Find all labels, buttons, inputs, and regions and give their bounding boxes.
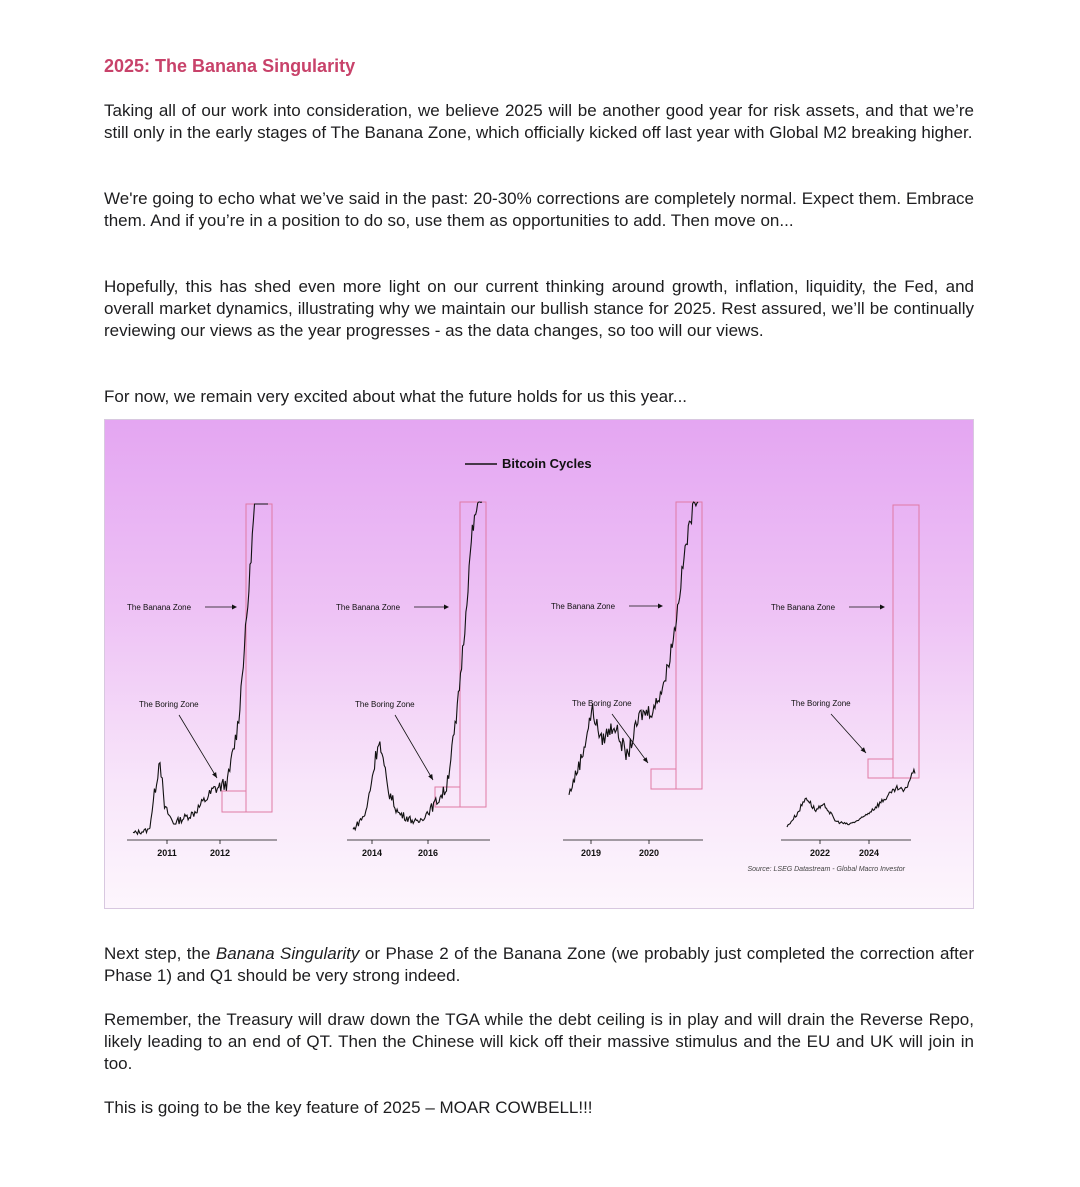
paragraph-outlook: Taking all of our work into consideration, we believe 2025 will be another good year for risk assets, and that we’re still only in the early stages of The Banana Zone, which officially kicked off last year with Global M2 breaking higher. bbox=[104, 101, 974, 142]
boring-zone-arrowhead bbox=[428, 774, 433, 780]
boring-zone-box bbox=[868, 759, 893, 778]
bitcoin-price-line bbox=[353, 502, 482, 830]
banana-zone-box bbox=[460, 502, 486, 807]
chart-source: Source: LSEG Datastream - Global Macro Investor bbox=[747, 866, 905, 873]
banana-zone-box bbox=[246, 504, 272, 812]
next-step-post: or Phase 2 of the Banana Zone (we probably just completed the correction after Phase 1) and Q1 should be very strong indeed. bbox=[104, 944, 974, 985]
legend-label: Bitcoin Cycles bbox=[502, 456, 592, 471]
banana-zone-arrowhead bbox=[880, 605, 885, 610]
bitcoin-price-line bbox=[133, 504, 268, 834]
banana-zone-label: The Banana Zone bbox=[336, 603, 401, 612]
boring-zone-label: The Boring Zone bbox=[355, 700, 415, 709]
section-heading: 2025: The Banana Singularity bbox=[104, 56, 356, 76]
banana-zone-box bbox=[893, 505, 919, 778]
cycle-panel bbox=[551, 502, 703, 858]
cycle-panel bbox=[771, 505, 919, 858]
chart-legend bbox=[465, 456, 592, 471]
banana-zone-box bbox=[676, 502, 702, 789]
cycle-panel bbox=[127, 504, 277, 858]
paragraph-corrections: We're going to echo what we’ve said in the past: 20-30% corrections are completely normal. Expect them. Embrace them. And if you’re in a position to do so, use them as opportunities to add. Then move on... bbox=[104, 189, 974, 230]
boring-zone-arrowhead bbox=[643, 757, 648, 763]
boring-zone-arrow bbox=[612, 714, 648, 763]
next-step-pre: Next step, the bbox=[104, 944, 216, 963]
x-tick-label: 2019 bbox=[580, 848, 602, 858]
x-tick-label: 2012 bbox=[209, 848, 231, 858]
boring-zone-label: The Boring Zone bbox=[572, 699, 632, 708]
bitcoin-cycles-chart bbox=[104, 419, 974, 909]
paragraph-treasury: Remember, the Treasury will draw down the TGA while the debt ceiling is in play and will drain the Reverse Repo, likely leading to an end of QT. Then the Chinese will kick off their massive stimulus and the EU and UK will join in too. bbox=[104, 1010, 974, 1073]
boring-zone-arrowhead bbox=[212, 772, 217, 778]
banana-zone-arrowhead bbox=[232, 605, 237, 610]
boring-zone-label: The Boring Zone bbox=[791, 699, 851, 708]
paragraph-excited: For now, we remain very excited about what the future holds for us this year... bbox=[104, 387, 688, 406]
chart-canvas bbox=[105, 420, 974, 909]
banana-zone-label: The Banana Zone bbox=[551, 602, 616, 611]
boring-zone-box bbox=[435, 787, 460, 807]
banana-zone-label: The Banana Zone bbox=[771, 603, 836, 612]
banana-singularity-emphasis: Banana Singularity bbox=[215, 944, 360, 963]
banana-zone-arrowhead bbox=[658, 604, 663, 609]
boring-zone-arrow bbox=[395, 715, 433, 780]
bitcoin-price-line bbox=[569, 502, 698, 795]
boring-zone-arrow bbox=[179, 715, 217, 778]
x-tick-label: 2022 bbox=[809, 848, 831, 858]
paragraph-thinking: Hopefully, this has shed even more light on our current thinking around growth, inflation, liquidity, the Fed, and overall market dynamics, illustrating why we maintain our bullish stance for 2025. Rest assured, we’ll be continually reviewing our views as the year progresses - as the data changes, so too will our views. bbox=[104, 277, 974, 340]
cycle-panel bbox=[336, 502, 490, 858]
paragraph-next-step bbox=[104, 943, 974, 987]
x-tick-label: 2011 bbox=[157, 848, 177, 858]
boring-zone-box bbox=[651, 769, 676, 789]
x-tick-label: 2016 bbox=[417, 848, 439, 858]
x-tick-label: 2014 bbox=[361, 848, 383, 858]
paragraph-cowbell: This is going to be the key feature of 2025 – MOAR COWBELL!!! bbox=[104, 1098, 593, 1117]
banana-zone-arrowhead bbox=[444, 605, 449, 610]
boring-zone-label: The Boring Zone bbox=[139, 700, 199, 709]
boring-zone-box bbox=[222, 791, 246, 812]
banana-zone-label: The Banana Zone bbox=[127, 603, 192, 612]
x-tick-label: 2024 bbox=[858, 848, 880, 858]
x-tick-label: 2020 bbox=[638, 848, 660, 858]
boring-zone-arrow bbox=[831, 714, 866, 753]
